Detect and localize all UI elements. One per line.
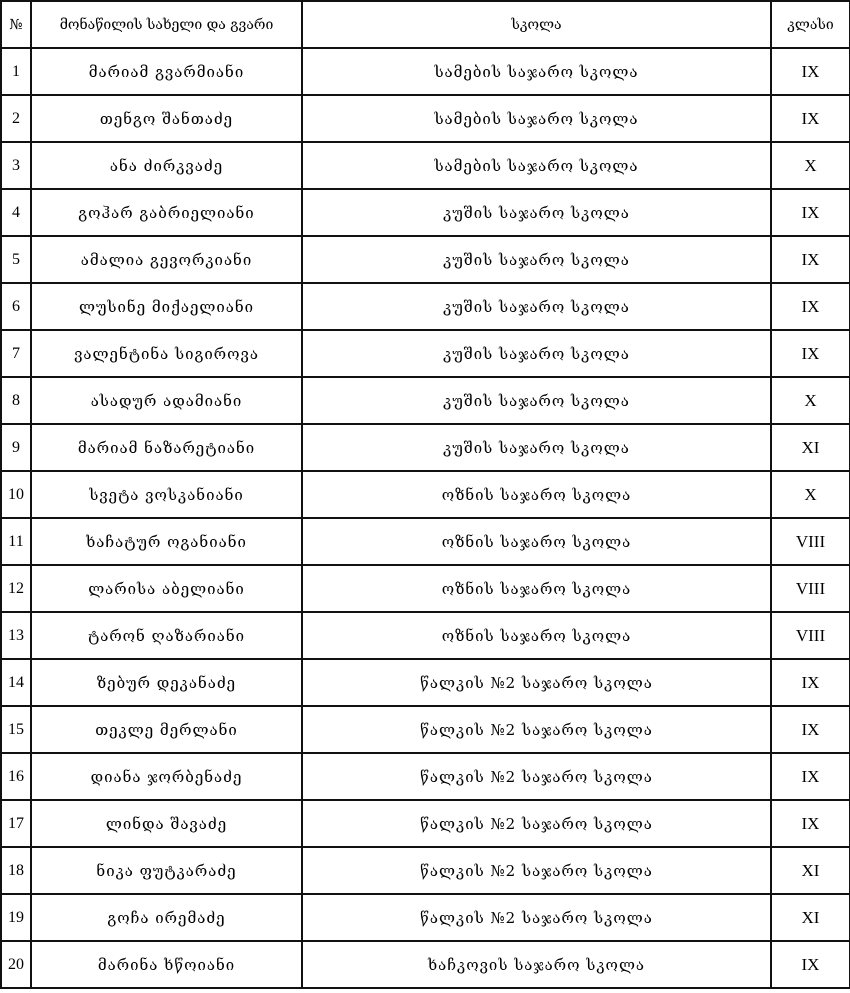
row-number: 10 (1, 471, 31, 518)
row-number: 19 (1, 894, 31, 941)
table-row (1, 800, 850, 847)
school-name: წალკის №2 საჯარო სკოლა (302, 800, 771, 847)
row-number: 8 (1, 377, 31, 424)
row-number: 16 (1, 753, 31, 800)
student-name: ტარონ ღაზარიანი (31, 612, 302, 659)
table-row (1, 518, 850, 565)
grade: VIII (771, 565, 850, 612)
student-name: ხაჩატურ ოგანიანი (31, 518, 302, 565)
grade: IX (771, 283, 850, 330)
grade: IX (771, 753, 850, 800)
table-row (1, 330, 850, 377)
row-number: 1 (1, 48, 31, 95)
row-number: 3 (1, 142, 31, 189)
table-row (1, 941, 850, 988)
row-number: 9 (1, 424, 31, 471)
school-name: წალკის №2 საჯარო სკოლა (302, 847, 771, 894)
grade: X (771, 377, 850, 424)
school-name: ოზნის საჯარო სკოლა (302, 612, 771, 659)
grade: IX (771, 48, 850, 95)
grade: IX (771, 659, 850, 706)
school-name: ხაჩკოვის საჯარო სკოლა (302, 941, 771, 988)
grade: IX (771, 95, 850, 142)
student-name: ლუსინე მიქაელიანი (31, 283, 302, 330)
grade: IX (771, 941, 850, 988)
table-row (1, 283, 850, 330)
student-name: ასადურ ადამიანი (31, 377, 302, 424)
student-name: დიანა ჯორბენაძე (31, 753, 302, 800)
student-name: მარიამ გვარმიანი (31, 48, 302, 95)
school-name: კუშის საჯარო სკოლა (302, 424, 771, 471)
grade: VIII (771, 518, 850, 565)
school-name: სამების საჯარო სკოლა (302, 95, 771, 142)
school-name: კუშის საჯარო სკოლა (302, 189, 771, 236)
student-name: ლინდა შავაძე (31, 800, 302, 847)
row-number: 4 (1, 189, 31, 236)
table-row (1, 753, 850, 800)
grade: X (771, 142, 850, 189)
row-number: 20 (1, 941, 31, 988)
row-number: 13 (1, 612, 31, 659)
table-row (1, 377, 850, 424)
table-row (1, 236, 850, 283)
row-number: 2 (1, 95, 31, 142)
table-row (1, 95, 850, 142)
student-name: მარინა ხწოიანი (31, 941, 302, 988)
table-row (1, 565, 850, 612)
student-name: ანა ძირკვაძე (31, 142, 302, 189)
school-name: კუშის საჯარო სკოლა (302, 377, 771, 424)
school-name: ოზნის საჯარო სკოლა (302, 471, 771, 518)
student-name: თენგო შანთაძე (31, 95, 302, 142)
row-number: 12 (1, 565, 31, 612)
grade: X (771, 471, 850, 518)
student-column-header: მონაწილის სახელი და გვარი (31, 1, 302, 48)
grade: VIII (771, 612, 850, 659)
table-row (1, 471, 850, 518)
school-name: წალკის №2 საჯარო სკოლა (302, 706, 771, 753)
school-name: ოზნის საჯარო სკოლა (302, 565, 771, 612)
grade: IX (771, 800, 850, 847)
row-number: 6 (1, 283, 31, 330)
grade: IX (771, 236, 850, 283)
school-name: კუშის საჯარო სკოლა (302, 283, 771, 330)
table-row (1, 612, 850, 659)
school-name: სამების საჯარო სკოლა (302, 142, 771, 189)
student-name: ზებურ დეკანაძე (31, 659, 302, 706)
table-row (1, 894, 850, 941)
school-name: წალკის №2 საჯარო სკოლა (302, 894, 771, 941)
school-name: წალკის №2 საჯარო სკოლა (302, 753, 771, 800)
student-name: ვალენტინა სიგიროვა (31, 330, 302, 377)
table-row (1, 706, 850, 753)
row-number: 15 (1, 706, 31, 753)
school-name: კუშის საჯარო სკოლა (302, 236, 771, 283)
student-name: სვეტა ვოსკანიანი (31, 471, 302, 518)
student-name: მარიამ ნაზარეტიანი (31, 424, 302, 471)
school-name: წალკის №2 საჯარო სკოლა (302, 659, 771, 706)
table-row (1, 48, 850, 95)
grade: XI (771, 894, 850, 941)
student-name: გოჩა ირემაძე (31, 894, 302, 941)
row-number: 7 (1, 330, 31, 377)
row-number: 14 (1, 659, 31, 706)
school-column-header: სკოლა (302, 1, 771, 48)
grade: IX (771, 706, 850, 753)
school-name: კუშის საჯარო სკოლა (302, 330, 771, 377)
grade-column-header: კლასი (771, 1, 850, 48)
grade: XI (771, 424, 850, 471)
student-name: ლარისა აბელიანი (31, 565, 302, 612)
table-row (1, 847, 850, 894)
table-row (1, 189, 850, 236)
row-number: 5 (1, 236, 31, 283)
student-name: გოჰარ გაბრიელიანი (31, 189, 302, 236)
row-number: 17 (1, 800, 31, 847)
grade: IX (771, 330, 850, 377)
student-name: ნიკა ფუტკარაძე (31, 847, 302, 894)
student-name: თეკლე მერლანი (31, 706, 302, 753)
row-number: 11 (1, 518, 31, 565)
school-name: სამების საჯარო სკოლა (302, 48, 771, 95)
table-row (1, 424, 850, 471)
header-row (1, 1, 850, 48)
student-name: ამალია გევორკიანი (31, 236, 302, 283)
school-name: ოზნის საჯარო სკოლა (302, 518, 771, 565)
table-row (1, 659, 850, 706)
grade: IX (771, 189, 850, 236)
row-number: 18 (1, 847, 31, 894)
table-row (1, 142, 850, 189)
number-column-header: № (1, 1, 31, 48)
grade: XI (771, 847, 850, 894)
